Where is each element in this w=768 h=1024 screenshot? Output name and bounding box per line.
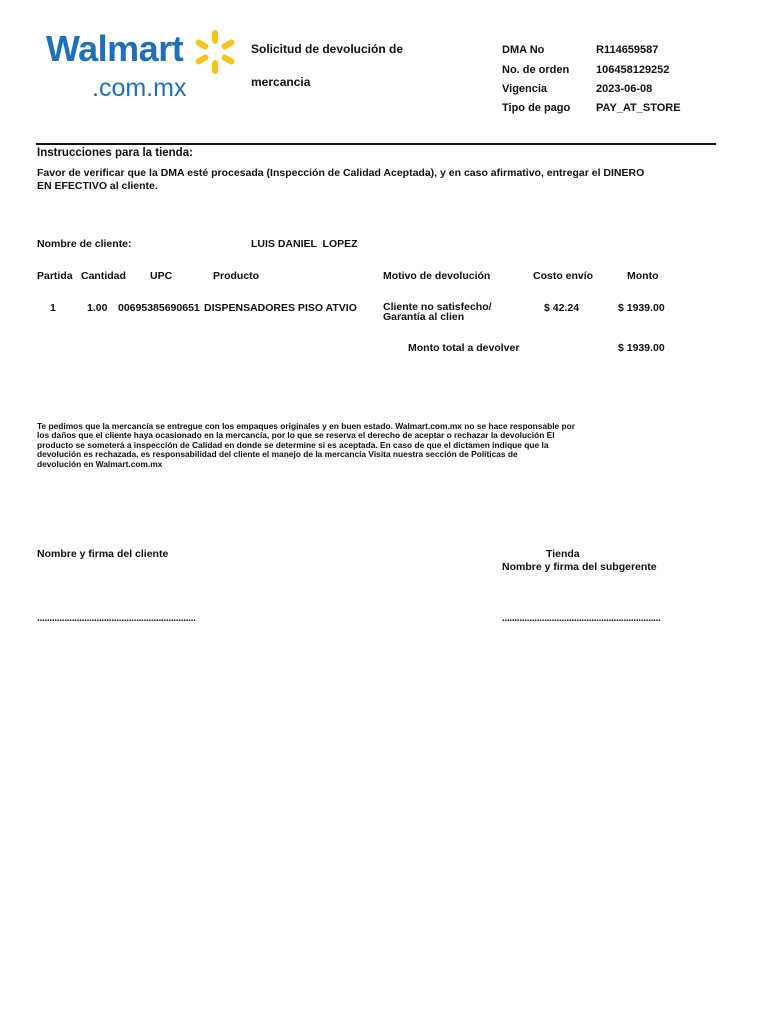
vigencia-label: Vigencia [502,83,548,95]
order-label: No. de orden [502,64,570,76]
col-costo: Costo envío [533,270,594,282]
col-motivo: Motivo de devolución [383,270,491,282]
cell-motivo-line2: Garantía al clien [383,311,465,323]
cell-monto: $ 1939.00 [618,302,665,314]
logo-domain-text: .com.mx [92,74,187,102]
legal-line: devolución en Walmart.com.mx [37,458,163,469]
customer-label: Nombre de cliente: [37,238,132,250]
col-upc: UPC [150,270,173,282]
total-value: $ 1939.00 [618,342,665,354]
cell-partida: 1 [50,302,56,314]
cell-cantidad: 1.00 [87,302,108,314]
legal-line: devolución es rechazada, es responsabilidad del cliente el manejo de la mercancía Visita nuestra sección de Políticas de [37,449,518,460]
cell-motivo-line1: Cliente no satisfecho/ [383,301,492,313]
instructions-body: Favor de verificar que la DMA esté procesada (Inspección de Calidad Aceptada), y en caso afirmativo, entregar el DINERO EN EFECTIVO al cliente. [37,167,645,192]
page-title-line2: mercancia [251,75,311,89]
header-divider [36,143,716,145]
vigencia-value: 2023-06-08 [596,83,653,95]
payment-label: Tipo de pago [502,102,571,114]
legal-line: producto se someterá a inspección de Calidad en donde se determine si es aceptada. En caso de que el dictamen indique que la [37,439,549,450]
col-cantidad: Cantidad [81,270,126,282]
cell-upc: 00695385690651 [118,302,200,314]
logo-brand-text: Walmart [46,28,184,69]
cell-producto: DISPENSADORES PISO ATVIO [204,302,357,314]
cell-motivo [383,302,492,322]
customer-signature-label: Nombre y firma del cliente [37,548,169,560]
cell-costo: $ 42.24 [544,302,580,314]
col-partida: Partida [37,270,73,282]
customer-name: LUIS DANIEL LOPEZ [251,238,358,250]
manager-signature-label: Nombre y firma del subgerente [502,561,657,573]
dma-value: R114659587 [596,44,659,56]
customer-signature-line: ................................................................ [37,613,196,624]
legal-line: los daños que el cliente haya ocasionado en la mercancía, por lo que se reserva el derecho de aceptar o rechazar la devolución El [37,430,555,441]
page-title-line1: Solicitud de devolución de [251,42,404,56]
store-label: Tienda [546,548,580,560]
total-label: Monto total a devolver [408,342,520,354]
instructions-heading: Instrucciones para la tienda: [37,147,193,159]
spark-icon [192,28,238,76]
manager-signature-line: ................................................................ [502,613,661,624]
walmart-logo [44,28,244,108]
dma-label: DMA No [502,44,545,56]
order-value: 106458129252 [596,64,670,76]
col-monto: Monto [627,270,659,282]
legal-line: Te pedimos que la mercancía se entregue con los empaques originales y en buen estado. Walmart.com.mx no se hace responsable por [37,421,576,431]
payment-value: PAY_AT_STORE [596,102,681,114]
legal-notice [37,422,617,469]
col-producto: Producto [213,270,260,282]
